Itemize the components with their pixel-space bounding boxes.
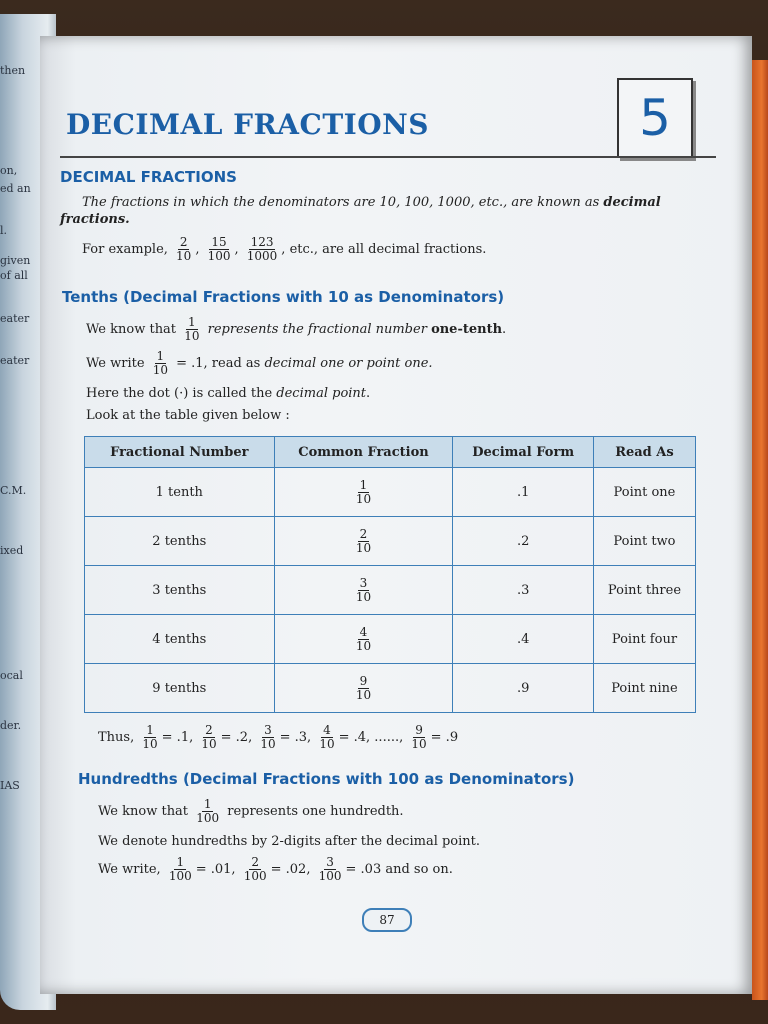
- table-row: [85, 517, 696, 566]
- cell-common-fraction: $\frac{3}{10}$: [274, 566, 453, 615]
- title-rule: [60, 156, 716, 158]
- chapter-title: DECIMAL FRACTIONS: [66, 108, 429, 141]
- previous-page-fragment: IAS: [0, 779, 20, 792]
- section-heading-hundredths: Hundredths (Decimal Fractions with 100 as Denominators): [78, 770, 575, 788]
- next-book-edge: [752, 60, 768, 1000]
- definition-line-1: The fractions in which the denominators are 10, 100, 1000, etc., are known as decimal: [82, 195, 661, 210]
- cell-read-as: Point two: [593, 517, 695, 566]
- cell-decimal-form: .1: [453, 468, 594, 517]
- previous-page-fragment: ixed: [0, 544, 24, 557]
- previous-page-fragment: given: [0, 254, 31, 267]
- previous-page-fragment: eater: [0, 354, 30, 367]
- previous-page-fragment: on,: [0, 164, 18, 177]
- cell-decimal-form: .9: [453, 664, 594, 713]
- cell-fractional-number: 3 tenths: [85, 566, 275, 615]
- previous-page-fragment: der.: [0, 719, 22, 732]
- table-row: [85, 566, 696, 615]
- cell-read-as: Point nine: [593, 664, 695, 713]
- chapter-number: 5: [639, 89, 671, 147]
- chapter-number-box: [617, 78, 693, 158]
- cell-common-fraction: $\frac{9}{10}$: [274, 664, 453, 713]
- cell-common-fraction: $\frac{1}{10}$: [274, 468, 453, 517]
- cell-decimal-form: .2: [453, 517, 594, 566]
- definition-line-2: fractions.: [60, 212, 130, 227]
- example-fraction-3: $\frac{123}{1000}$: [246, 235, 278, 263]
- section-heading-tenths: Tenths (Decimal Fractions with 10 as Denominators): [62, 288, 505, 306]
- cell-decimal-form: .4: [453, 615, 594, 664]
- cell-fractional-number: 2 tenths: [85, 517, 275, 566]
- book-page: [40, 36, 752, 994]
- previous-page-fragment: eater: [0, 312, 30, 325]
- table-row: [85, 468, 696, 517]
- hundredths-line-3: We write, $\frac{1}{100}$ = .01, $\frac{2}{100}$ = .02, $\frac{3}{100}$ = .03 and so on.: [98, 855, 453, 883]
- example-fraction-2: $\frac{15}{100}$: [207, 235, 231, 263]
- tenths-line-3: Here the dot (·) is called the decimal point.: [86, 386, 371, 401]
- section-heading-decimal-fractions: DECIMAL FRACTIONS: [60, 168, 237, 186]
- header-decimal-form: Decimal Form: [453, 437, 594, 468]
- tenths-line-2: We write $\frac{1}{10}$ = .1, read as decimal one or point one.: [86, 349, 433, 377]
- example-line: For example, $\frac{2}{10}$ , $\frac{15}{100}$ , $\frac{123}{1000}$ , etc., are all decimal fractions.: [82, 235, 487, 263]
- tenths-line-1: We know that $\frac{1}{10}$ represents the fractional number one-tenth.: [86, 315, 507, 343]
- table-header-row: [85, 437, 696, 468]
- cell-decimal-form: .3: [453, 566, 594, 615]
- table-row: [85, 615, 696, 664]
- previous-page-fragment: then: [0, 64, 26, 77]
- previous-page-fragment: l.: [0, 224, 8, 237]
- header-fractional-number: Fractional Number: [85, 437, 275, 468]
- cell-fractional-number: 4 tenths: [85, 615, 275, 664]
- example-fraction-1: $\frac{2}{10}$: [176, 235, 192, 263]
- header-read-as: Read As: [593, 437, 695, 468]
- cell-read-as: Point three: [593, 566, 695, 615]
- cell-read-as: Point one: [593, 468, 695, 517]
- hundredths-line-2: We denote hundredths by 2-digits after the decimal point.: [98, 834, 481, 849]
- previous-page-fragment: ocal: [0, 669, 23, 682]
- thus-line: Thus, $\frac{1}{10}$ = .1, $\frac{2}{10}$ = .2, $\frac{3}{10}$ = .3, $\frac{4}{10}$ = .4, ......, $\frac{9}{10}$ = .9: [98, 723, 459, 751]
- cell-common-fraction: $\frac{4}{10}$: [274, 615, 453, 664]
- cell-read-as: Point four: [593, 615, 695, 664]
- cell-fractional-number: 9 tenths: [85, 664, 275, 713]
- page-number: 87: [362, 908, 412, 932]
- previous-page-fragment: ed an: [0, 182, 31, 195]
- cell-fractional-number: 1 tenth: [85, 468, 275, 517]
- previous-page-fragment: of all: [0, 269, 28, 282]
- previous-page-fragment: C.M.: [0, 484, 27, 497]
- header-common-fraction: Common Fraction: [274, 437, 453, 468]
- hundredths-line-1: We know that $\frac{1}{100}$ represents one hundredth.: [98, 797, 404, 825]
- tenths-table: [84, 436, 696, 713]
- tenths-line-4: Look at the table given below :: [86, 408, 290, 423]
- cell-common-fraction: $\frac{2}{10}$: [274, 517, 453, 566]
- table-row: [85, 664, 696, 713]
